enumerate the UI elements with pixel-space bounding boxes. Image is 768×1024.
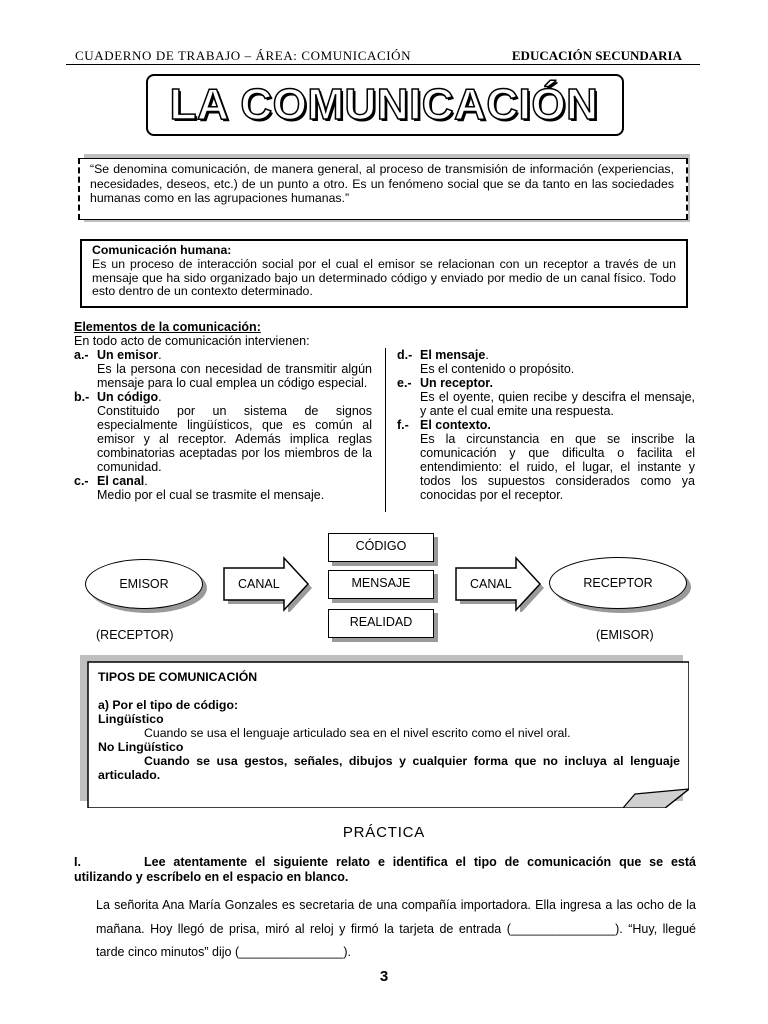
element-name: El mensaje (420, 348, 486, 362)
header-rule (66, 64, 700, 65)
element-label: e.- (397, 376, 412, 390)
element-item (74, 390, 372, 474)
emisor-label: EMISOR (119, 577, 169, 591)
element-item (397, 376, 695, 418)
element-item (397, 418, 695, 502)
human-communication-text: Es un proceso de interacción social por el cual el emisor se relacionan con un receptor a través de un mensaje que ha sido organizado bajo un determinado código y enviado por medio de un canal físico. Todo esto dentro de un contexto determinado. (92, 256, 676, 299)
element-label: a.- (74, 348, 89, 362)
header-right-title: EDUCACIÓN SECUNDARIA (511, 48, 682, 63)
element-punct: . (158, 390, 162, 404)
codigo-label: CÓDIGO (355, 539, 407, 553)
mensaje-label: MENSAJE (351, 576, 411, 590)
receptor-note: (EMISOR) (596, 628, 654, 642)
tipos-content (98, 670, 680, 782)
tipos-heading: TIPOS DE COMUNICACIÓN (98, 670, 258, 684)
canal-left-label: CANAL (238, 577, 280, 591)
element-punct: . (144, 474, 148, 488)
element-punct: . (485, 348, 489, 362)
no-linguistico-label: No Lingüístico (98, 740, 184, 754)
element-desc: Es el contenido o propósito. (420, 362, 575, 376)
question-number: I. (74, 855, 81, 869)
element-label: d.- (397, 348, 413, 362)
definition-quote: “Se denomina comunicación, de manera general, al proceso de transmisión de información (experiencias, necesidades, deseos, etc.) de un punto a otro. Es un fenómeno social que se da tanto en las sociedades humanas como en las agrupaciones humanas.” (90, 162, 674, 205)
receptor-label: RECEPTOR (583, 576, 653, 590)
no-linguistico-desc: Cuando se usa gestos, señales, dibujos y cualquier forma que no incluya al lenguaje articulado. (98, 754, 680, 782)
linguistico-desc: Cuando se usa el lenguaje articulado sea en el nivel escrito como el nivel oral. (144, 726, 571, 740)
element-name: El contexto. (420, 418, 491, 432)
linguistico-label: Lingüístico (98, 712, 164, 726)
realidad-label: REALIDAD (349, 615, 413, 629)
question-text: Lee atentamente el siguiente relato e identifica el tipo de comunicación que se está utilizando y escríbelo en el espacio en blanco. (74, 855, 696, 884)
human-communication-heading: Comunicación humana: (92, 243, 232, 257)
element-label: b.- (74, 390, 90, 404)
canal-right-label: CANAL (470, 577, 512, 591)
elements-title: Elementos de la comunicación: (74, 320, 261, 334)
realidad-box (328, 609, 434, 638)
human-communication-content (92, 244, 676, 299)
element-name: Un receptor. (420, 376, 493, 390)
element-desc: Medio por el cual se trasmite el mensaje. (97, 488, 325, 502)
element-name: Un código (97, 390, 159, 404)
element-item (74, 348, 372, 390)
element-item (74, 474, 372, 502)
element-punct: . (158, 348, 162, 362)
mensaje-box (328, 570, 434, 599)
element-item (397, 348, 695, 376)
codigo-box (328, 533, 434, 562)
header-left-title: CUADERNO DE TRABAJO – ÁREA: COMUNICACIÓN (75, 48, 412, 63)
emisor-note: (RECEPTOR) (96, 628, 174, 642)
emisor-ellipse (85, 559, 203, 609)
element-desc: Constituido por un sistema de signos especialmente lingüísticos, que es común al emisor y al receptor. Además implica reglas combinatorias aceptadas por los miembros de la comunidad. (97, 404, 372, 474)
practica-question (74, 855, 696, 885)
receptor-ellipse (549, 557, 687, 609)
page-title: LA COMUNICACIÓN (169, 80, 599, 129)
elements-intro: En todo acto de comunicación intervienen: (74, 334, 310, 348)
element-desc: Es la persona con necesidad de transmitir algún mensaje para lo cual emplea un código especial. (97, 362, 372, 390)
element-name: El canal (97, 474, 145, 488)
practica-story: La señorita Ana María Gonzales es secretaria de una compañía importadora. Ella ingresa a las ocho de la mañana. Hoy llegó de prisa, miró al reloj y firmó la tarjeta de entrada (_______________). “Huy, llegué tarde cinco minutos” dijo (_______________). (96, 898, 696, 959)
element-desc: Es el oyente, quien recibe y descifra el mensaje, y ante el cual emite una respuesta. (420, 390, 695, 418)
element-label: c.- (74, 474, 89, 488)
tipos-subheading: a) Por el tipo de código: (98, 698, 239, 712)
page-number: 3 (379, 968, 389, 985)
element-label: f.- (397, 418, 409, 432)
column-divider (385, 348, 386, 512)
practica-title: PRÁCTICA (342, 824, 426, 841)
elements-right-column (397, 348, 695, 502)
elements-left-column (74, 348, 372, 502)
element-desc: Es la circunstancia en que se inscribe la comunicación y que dificulta o facilita el entendimiento: el ruido, el lugar, el instante y todos los supuestos considerados como ya conocidas por el receptor. (420, 432, 695, 502)
element-name: Un emisor (97, 348, 159, 362)
